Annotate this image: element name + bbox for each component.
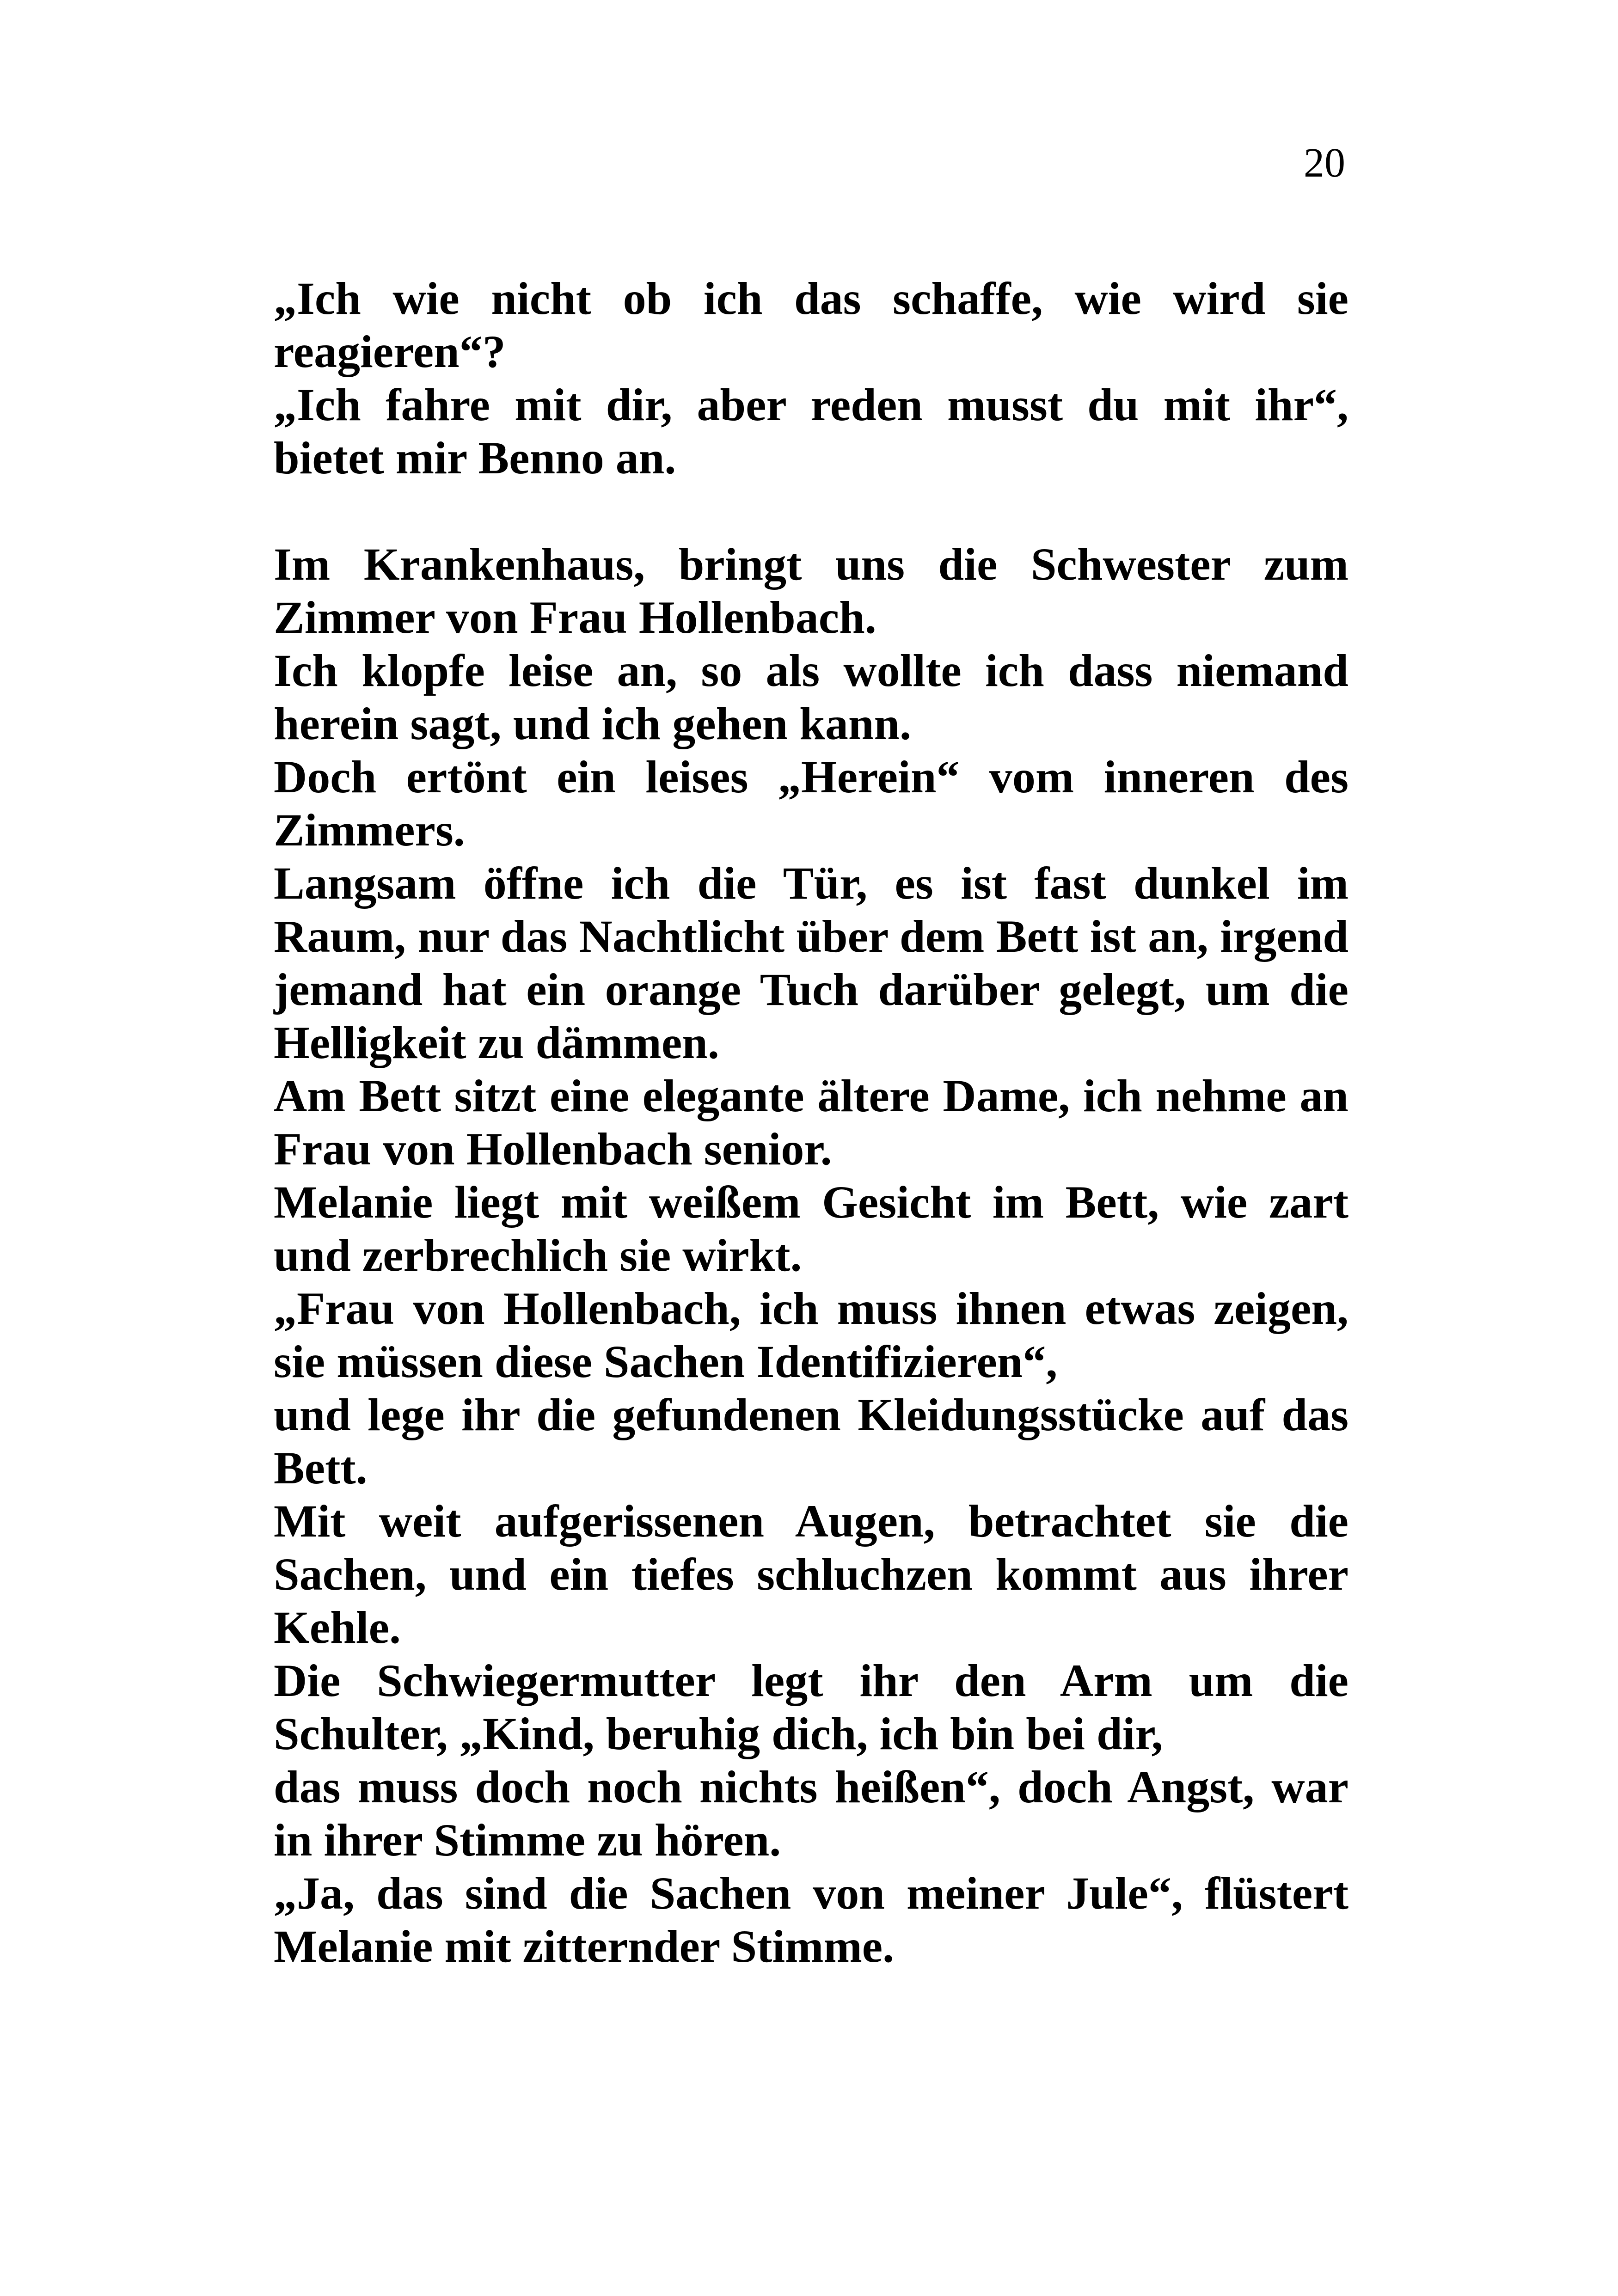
paragraph: Mit weit aufgerissenen Augen, betrachtet sie die Sachen, und ein tiefes schluchzen kommt aus ihrer Kehle. (274, 1495, 1348, 1653)
paragraph-spacer (274, 484, 1348, 538)
paragraph: Langsam öffne ich die Tür, es ist fast dunkel im Raum, nur das Nachtlicht über dem Bett ist an, irgend jemand hat ein orange Tuch darüber gelegt, um die Helligkeit zu dämmen. (274, 857, 1348, 1068)
body-text (274, 272, 1348, 1973)
page-number: 20 (1304, 140, 1345, 186)
paragraph: „Ich fahre mit dir, aber reden musst du mit ihr“, bietet mir Benno an. (274, 379, 1348, 484)
paragraph: Am Bett sitzt eine elegante ältere Dame, ich nehme an Frau von Hollenbach senior. (274, 1070, 1348, 1175)
paragraph: Melanie liegt mit weißem Gesicht im Bett, wie zart und zerbrechlich sie wirkt. (274, 1176, 1348, 1281)
paragraph: das muss doch noch nichts heißen“, doch Angst, war in ihrer Stimme zu hören. (274, 1761, 1348, 1866)
paragraph: „Frau von Hollenbach, ich muss ihnen etwas zeigen, sie müssen diese Sachen Identifizieren“, (274, 1283, 1348, 1387)
paragraph: Im Krankenhaus, bringt uns die Schwester zum Zimmer von Frau Hollenbach. (274, 539, 1348, 643)
paragraph: Doch ertönt ein leises „Herein“ vom inneren des Zimmers. (274, 751, 1348, 856)
paragraph: „Ich wie nicht ob ich das schaffe, wie wird sie reagieren“? (274, 273, 1348, 377)
paragraph: Ich klopfe leise an, so als wollte ich dass niemand herein sagt, und ich gehen kann. (274, 645, 1348, 749)
paragraph: und lege ihr die gefundenen Kleidungsstücke auf das Bett. (274, 1389, 1348, 1494)
paragraph: Die Schwiegermutter legt ihr den Arm um die Schulter, „Kind, beruhig dich, ich bin bei dir, (274, 1655, 1348, 1759)
paragraph: „Ja, das sind die Sachen von meiner Jule“, flüstert Melanie mit zitternder Stimme. (274, 1867, 1348, 1972)
